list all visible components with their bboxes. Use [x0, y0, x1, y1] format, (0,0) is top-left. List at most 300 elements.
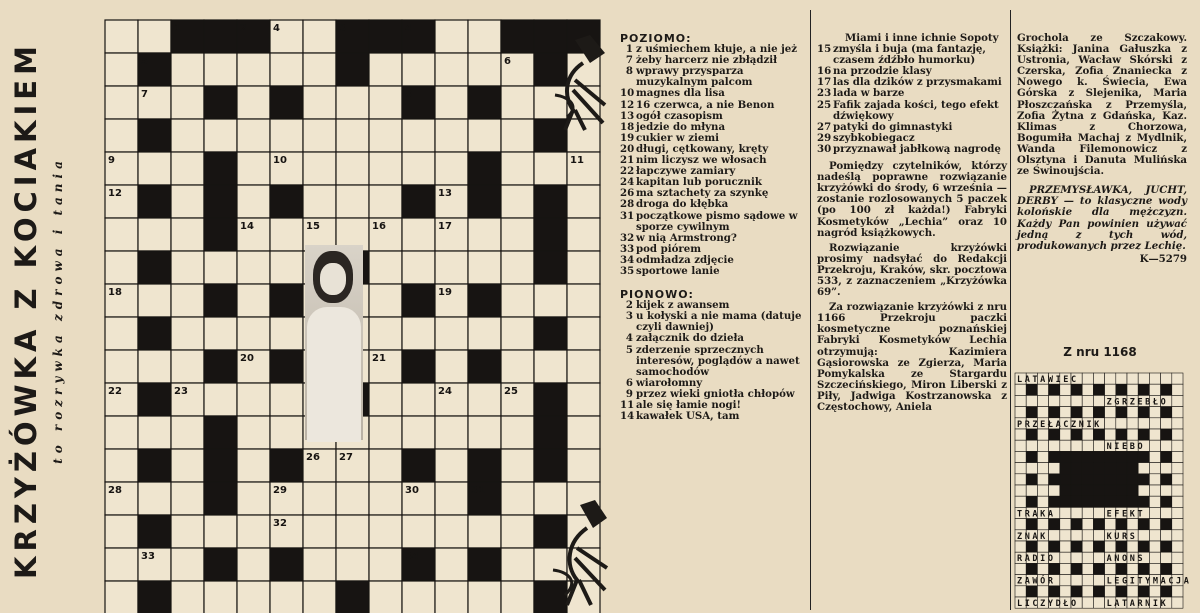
grid-cell[interactable]: [204, 515, 237, 548]
solution-cell: [1015, 429, 1026, 440]
solution-cell: [1037, 519, 1048, 530]
clue-text: szybkobiegacz: [833, 131, 915, 144]
grid-cell[interactable]: [138, 416, 171, 449]
solution-cell: [1127, 418, 1138, 429]
ad-code: K—5279: [1139, 252, 1187, 265]
grid-cell[interactable]: [468, 515, 501, 548]
solution-block: [1116, 407, 1127, 418]
solution-cell: [1037, 563, 1048, 574]
clue-number: 31: [620, 209, 635, 222]
solution-block: [1026, 586, 1037, 597]
clue-number: 11: [620, 399, 635, 411]
grid-cell[interactable]: [567, 416, 600, 449]
grid-cell[interactable]: [237, 284, 270, 317]
grid-number: 17: [438, 221, 452, 232]
solution-block: [1049, 563, 1060, 574]
grid-cell[interactable]: [237, 416, 270, 449]
clue-text: przyznawał jabłkową nagrodę: [833, 142, 1001, 155]
grid-block: [138, 251, 171, 284]
clue-text: zderzenie sprzecznych interesów, poglądów a nawet samochodów: [636, 343, 800, 378]
grid-cell[interactable]: [270, 581, 303, 613]
grid-cell[interactable]: [303, 581, 336, 613]
grid-number: 6: [504, 56, 511, 67]
grid-cell[interactable]: [171, 317, 204, 350]
grid-block: [204, 482, 237, 515]
grid-cell[interactable]: [336, 86, 369, 119]
grid-cell[interactable]: [435, 581, 468, 613]
grid-cell[interactable]: [105, 20, 138, 53]
grid-cell[interactable]: [468, 383, 501, 416]
grid-cell[interactable]: [303, 185, 336, 218]
solution-block: [1161, 429, 1172, 440]
grid-cell[interactable]: [501, 218, 534, 251]
grid-cell[interactable]: [468, 251, 501, 284]
grid-cell[interactable]: [567, 218, 600, 251]
grid-number: 12: [108, 188, 122, 199]
clue-text: u kołyski a nie mama (datuje czyli dawniej): [636, 310, 802, 334]
grid-cell[interactable]: [567, 383, 600, 416]
grid-block: [402, 185, 435, 218]
grid-cell[interactable]: [270, 317, 303, 350]
grid-cell[interactable]: [369, 317, 402, 350]
grid-block: [270, 86, 303, 119]
solution-cell: [1082, 541, 1093, 552]
solution-cell: [1161, 463, 1172, 474]
grid-number: 33: [141, 551, 155, 562]
grid-cell[interactable]: [105, 317, 138, 350]
solution-block: [1138, 384, 1149, 395]
solution-cell: [1015, 563, 1026, 574]
grid-cell[interactable]: [303, 53, 336, 86]
solution-cell: [1105, 586, 1116, 597]
clue-number: 8: [625, 65, 633, 78]
grid-cell[interactable]: [402, 416, 435, 449]
solution-cell: [1082, 597, 1093, 608]
grid-cell[interactable]: [237, 152, 270, 185]
grid-cell[interactable]: [402, 383, 435, 416]
grid-cell[interactable]: [204, 317, 237, 350]
solution-cell: [1037, 496, 1048, 507]
grid-cell[interactable]: [270, 53, 303, 86]
grid-cell[interactable]: [171, 86, 204, 119]
solution-cell: [1149, 507, 1160, 518]
grid-cell[interactable]: [336, 548, 369, 581]
clue-text: sportowe lanie: [636, 264, 720, 277]
grid-cell[interactable]: [105, 119, 138, 152]
grid-cell[interactable]: [402, 251, 435, 284]
grid-cell[interactable]: [270, 251, 303, 284]
grid-cell[interactable]: [303, 152, 336, 185]
grid-cell[interactable]: [138, 350, 171, 383]
grid-cell[interactable]: [105, 581, 138, 613]
solution-block: [1116, 496, 1127, 507]
clue-number: 30: [817, 142, 832, 155]
grid-cell[interactable]: [369, 251, 402, 284]
grid-cell[interactable]: [105, 548, 138, 581]
grid-cell[interactable]: [138, 218, 171, 251]
solution-block: [1093, 496, 1104, 507]
clue-continuation: Miami i inne ichnie Sopoty: [845, 32, 999, 44]
grid-cell[interactable]: [501, 317, 534, 350]
grid-cell[interactable]: [369, 185, 402, 218]
grid-cell[interactable]: [369, 119, 402, 152]
solution-block: [1138, 451, 1149, 462]
grid-block: [204, 185, 237, 218]
grid-cell[interactable]: [105, 515, 138, 548]
solution-cell: [1149, 586, 1160, 597]
grid-cell[interactable]: [468, 53, 501, 86]
grid-number: 13: [438, 188, 452, 199]
grid-cell[interactable]: [501, 284, 534, 317]
grid-cell[interactable]: [237, 548, 270, 581]
solution-word: EFEKT: [1106, 509, 1146, 520]
clue-number: 22: [620, 165, 635, 178]
solution-cell: [1105, 519, 1116, 530]
grid-cell[interactable]: [336, 119, 369, 152]
grid-cell[interactable]: [237, 581, 270, 613]
grid-cell[interactable]: [468, 119, 501, 152]
grid-cell[interactable]: [567, 350, 600, 383]
grid-cell[interactable]: [336, 515, 369, 548]
grid-cell[interactable]: [435, 20, 468, 53]
grid-cell[interactable]: [369, 449, 402, 482]
grid-cell[interactable]: [336, 482, 369, 515]
solution-block: [1138, 563, 1149, 574]
grid-cell[interactable]: [435, 482, 468, 515]
submission-text: Rozwiązanie krzyżówki prosimy nadsyłać do Redakcji Przekroju, Kraków, skr. pocztowa 533, z zaznaczeniem „Krzyżówka 69”.: [817, 241, 1007, 299]
grid-cell[interactable]: [171, 119, 204, 152]
grid-cell[interactable]: [105, 218, 138, 251]
grid-cell[interactable]: [336, 152, 369, 185]
grid-cell[interactable]: [567, 449, 600, 482]
grid-cell[interactable]: [468, 581, 501, 613]
grid-cell[interactable]: [501, 152, 534, 185]
grid-cell[interactable]: [435, 86, 468, 119]
grid-number: 4: [273, 23, 280, 34]
solution-cell: [1105, 563, 1116, 574]
solution-cell: [1149, 407, 1160, 418]
solution-block: [1049, 384, 1060, 395]
grid-cell[interactable]: [567, 251, 600, 284]
grid-cell[interactable]: [534, 284, 567, 317]
grid-cell[interactable]: [402, 317, 435, 350]
solution-block: [1082, 463, 1093, 474]
grid-block: [138, 383, 171, 416]
clue-item: [620, 311, 805, 333]
grid-cell[interactable]: [105, 449, 138, 482]
grid-block: [402, 350, 435, 383]
grid-cell[interactable]: [171, 218, 204, 251]
grid-cell[interactable]: [435, 548, 468, 581]
clue-text: ale się łamie nogi!: [636, 399, 741, 411]
solution-word: ANONS: [1106, 554, 1146, 565]
solution-cell: [1161, 418, 1172, 429]
grid-cell[interactable]: [468, 416, 501, 449]
pionowo-list: [620, 300, 805, 422]
grid-cell[interactable]: [270, 119, 303, 152]
grid-cell[interactable]: [369, 416, 402, 449]
grid-block: [138, 581, 171, 613]
grid-cell[interactable]: [435, 350, 468, 383]
grid-cell[interactable]: [369, 515, 402, 548]
grid-cell[interactable]: [237, 86, 270, 119]
grid-cell[interactable]: [171, 251, 204, 284]
grid-cell[interactable]: [369, 284, 402, 317]
grid-cell[interactable]: [435, 152, 468, 185]
grid-cell[interactable]: [336, 185, 369, 218]
grid-cell[interactable]: [105, 251, 138, 284]
solution-cell: [1026, 485, 1037, 496]
grid-cell[interactable]: [567, 317, 600, 350]
solution-block: [1105, 474, 1116, 485]
grid-cell[interactable]: [468, 20, 501, 53]
grid-cell[interactable]: [369, 383, 402, 416]
solution-block: [1105, 485, 1116, 496]
grid-block: [138, 515, 171, 548]
solution-cell: [1060, 429, 1071, 440]
grid-cell[interactable]: [237, 119, 270, 152]
solution-word: KURS: [1106, 531, 1138, 542]
solution-cell: [1071, 507, 1082, 518]
grid-cell[interactable]: [501, 251, 534, 284]
solution-cell: [1060, 586, 1071, 597]
grid-cell[interactable]: [204, 581, 237, 613]
clue-number: 29: [817, 131, 832, 144]
solution-cell: [1093, 597, 1104, 608]
solution-cell: [1172, 440, 1183, 451]
grid-cell[interactable]: [204, 251, 237, 284]
grid-cell[interactable]: [501, 482, 534, 515]
column-divider: [1010, 10, 1011, 610]
grid-cell[interactable]: [468, 218, 501, 251]
grid-cell[interactable]: [402, 53, 435, 86]
grid-cell[interactable]: [204, 53, 237, 86]
grid-number: 3: [339, 23, 346, 34]
solution-block: [1161, 474, 1172, 485]
grid-cell[interactable]: [402, 119, 435, 152]
grid-cell[interactable]: [270, 383, 303, 416]
grid-block: [204, 152, 237, 185]
grid-number: 8: [405, 89, 412, 100]
grid-cell[interactable]: [171, 416, 204, 449]
solution-cell: [1082, 575, 1093, 586]
solution-cell: [1161, 373, 1172, 384]
grid-cell[interactable]: [369, 86, 402, 119]
grid-cell[interactable]: [567, 185, 600, 218]
clue-item: [620, 411, 805, 422]
grid-cell[interactable]: [303, 86, 336, 119]
cartoon-figure-icon: [545, 35, 615, 135]
grid-cell[interactable]: [534, 152, 567, 185]
clues-column-1: [620, 33, 805, 422]
solution-cell: [1149, 519, 1160, 530]
grid-cell[interactable]: [468, 317, 501, 350]
grid-cell[interactable]: [303, 482, 336, 515]
solution-cell: [1037, 395, 1048, 406]
grid-cell[interactable]: [237, 482, 270, 515]
grid-cell[interactable]: [501, 119, 534, 152]
solution-cell: [1149, 541, 1160, 552]
grid-cell[interactable]: [567, 284, 600, 317]
grid-cell[interactable]: [501, 350, 534, 383]
grid-cell[interactable]: [171, 515, 204, 548]
clue-text: żeby harcerz nie zbłądził: [636, 54, 778, 67]
clue-item: [817, 44, 1007, 66]
clue-text: Fafik zajada kości, tego efekt dźwiękowy: [833, 98, 999, 122]
grid-cell[interactable]: [204, 119, 237, 152]
clue-item: [620, 66, 805, 88]
grid-block: [138, 449, 171, 482]
solution-cell: [1172, 541, 1183, 552]
solution-cell: [1049, 485, 1060, 496]
grid-cell[interactable]: [171, 548, 204, 581]
grid-number: 22: [108, 386, 122, 397]
solution-cell: [1172, 463, 1183, 474]
grid-cell[interactable]: [105, 53, 138, 86]
solution-cell: [1093, 575, 1104, 586]
grid-cell[interactable]: [171, 449, 204, 482]
grid-cell[interactable]: [402, 152, 435, 185]
grid-number: 18: [108, 287, 122, 298]
solution-cell: [1082, 440, 1093, 451]
solution-cell: [1026, 395, 1037, 406]
solution-cell: [1015, 541, 1026, 552]
grid-cell[interactable]: [303, 20, 336, 53]
clues-column-2: [817, 33, 1007, 413]
grid-cell[interactable]: [369, 482, 402, 515]
grid-cell[interactable]: [369, 152, 402, 185]
clue-text: kijek z awansem: [636, 299, 730, 312]
solution-cell: [1161, 485, 1172, 496]
grid-cell[interactable]: [402, 581, 435, 613]
face-shape: [320, 263, 346, 295]
grid-cell[interactable]: [237, 185, 270, 218]
grid-cell[interactable]: [303, 119, 336, 152]
grid-cell[interactable]: [501, 581, 534, 613]
grid-cell[interactable]: [435, 449, 468, 482]
solution-cell: [1149, 496, 1160, 507]
clue-number: 3: [625, 310, 633, 323]
grid-cell[interactable]: [237, 317, 270, 350]
grid-cell[interactable]: [171, 152, 204, 185]
solution-cell: [1149, 451, 1160, 462]
grid-block: [204, 449, 237, 482]
solution-cell: [1060, 407, 1071, 418]
solution-cell: [1060, 575, 1071, 586]
grid-cell[interactable]: [369, 581, 402, 613]
grid-cell[interactable]: [171, 284, 204, 317]
grid-cell[interactable]: [138, 284, 171, 317]
clue-number: 23: [817, 87, 832, 100]
grid-cell[interactable]: [303, 515, 336, 548]
grid-cell[interactable]: [138, 20, 171, 53]
grid-block: [270, 449, 303, 482]
solution-cell: [1015, 451, 1026, 462]
grid-cell[interactable]: [501, 185, 534, 218]
grid-cell[interactable]: [501, 515, 534, 548]
solution-cell: [1149, 485, 1160, 496]
solution-block: [1105, 451, 1116, 462]
grid-cell[interactable]: [237, 251, 270, 284]
grid-cell[interactable]: [204, 383, 237, 416]
grid-cell[interactable]: [171, 53, 204, 86]
grid-cell[interactable]: [435, 119, 468, 152]
grid-cell[interactable]: [270, 416, 303, 449]
grid-cell[interactable]: [534, 350, 567, 383]
solution-block: [1093, 586, 1104, 597]
solution-cell: [1082, 552, 1093, 563]
grid-cell[interactable]: [402, 515, 435, 548]
clue-number: 16: [817, 65, 832, 78]
clue-number: 21: [620, 154, 635, 167]
grid-cell[interactable]: [501, 416, 534, 449]
grid-cell[interactable]: [303, 548, 336, 581]
grid-cell[interactable]: [138, 152, 171, 185]
solution-cell: [1172, 519, 1183, 530]
grid-cell[interactable]: [171, 581, 204, 613]
solution-word: PRZEŁĄCZNIK: [1017, 419, 1102, 430]
grid-cell[interactable]: [435, 317, 468, 350]
grid-cell[interactable]: [237, 515, 270, 548]
grid-cell[interactable]: [171, 350, 204, 383]
solution-block: [1026, 496, 1037, 507]
grid-cell[interactable]: [171, 185, 204, 218]
grid-cell[interactable]: [501, 449, 534, 482]
solution-block: [1082, 474, 1093, 485]
grid-cell[interactable]: [237, 449, 270, 482]
clue-number: 9: [625, 387, 633, 400]
grid-cell[interactable]: [435, 251, 468, 284]
grid-cell[interactable]: [435, 53, 468, 86]
clue-number: 35: [620, 264, 635, 277]
solution-block: [1127, 474, 1138, 485]
grid-cell[interactable]: [138, 482, 171, 515]
solution-cell: [1060, 552, 1071, 563]
grid-block: [270, 350, 303, 383]
solution-block: [1093, 519, 1104, 530]
grid-cell[interactable]: [435, 515, 468, 548]
solution-cell: [1172, 507, 1183, 518]
grid-cell[interactable]: [237, 53, 270, 86]
solution-cell: [1149, 373, 1160, 384]
solution-block: [1116, 451, 1127, 462]
grid-cell[interactable]: [270, 218, 303, 251]
winners-continued: Grochola ze Szczakowy. Książki: Janina Gałuszka z Ustronia, Wacław Skórski z Czerska, Zofia Znaniecka z Nowego k. Świecia, Ewa Górska z Slejenika, Maria Płoszczańska z Przemyśla, Zofia Żytna z Gdańska, Kaz. Klimas z Chorzowa, Bogumiła Machaj z Mydlnik, Wanda Filemonowicz z Olsztyna i Danuta Mulińska ze Świnoujścia.: [1017, 32, 1187, 178]
solution-cell: [1037, 384, 1048, 395]
grid-cell[interactable]: [402, 218, 435, 251]
solution-block: [1026, 384, 1037, 395]
clue-number: 18: [620, 120, 635, 133]
grid-cell[interactable]: [435, 416, 468, 449]
grid-cell[interactable]: [105, 350, 138, 383]
clue-text: pod piórem: [636, 242, 702, 255]
grid-cell[interactable]: [105, 416, 138, 449]
solution-block: [1071, 541, 1082, 552]
grid-cell[interactable]: [501, 548, 534, 581]
grid-cell[interactable]: [369, 548, 402, 581]
grid-cell[interactable]: [501, 86, 534, 119]
grid-number: 14: [240, 221, 254, 232]
grid-cell[interactable]: [237, 383, 270, 416]
solution-block: [1071, 586, 1082, 597]
grid-cell[interactable]: [369, 53, 402, 86]
solution-block: [1049, 496, 1060, 507]
solution-cell: [1116, 373, 1127, 384]
cartoon-figure-icon: [545, 500, 615, 610]
solution-block: [1138, 496, 1149, 507]
grid-cell[interactable]: [105, 86, 138, 119]
grid-cell[interactable]: [171, 482, 204, 515]
